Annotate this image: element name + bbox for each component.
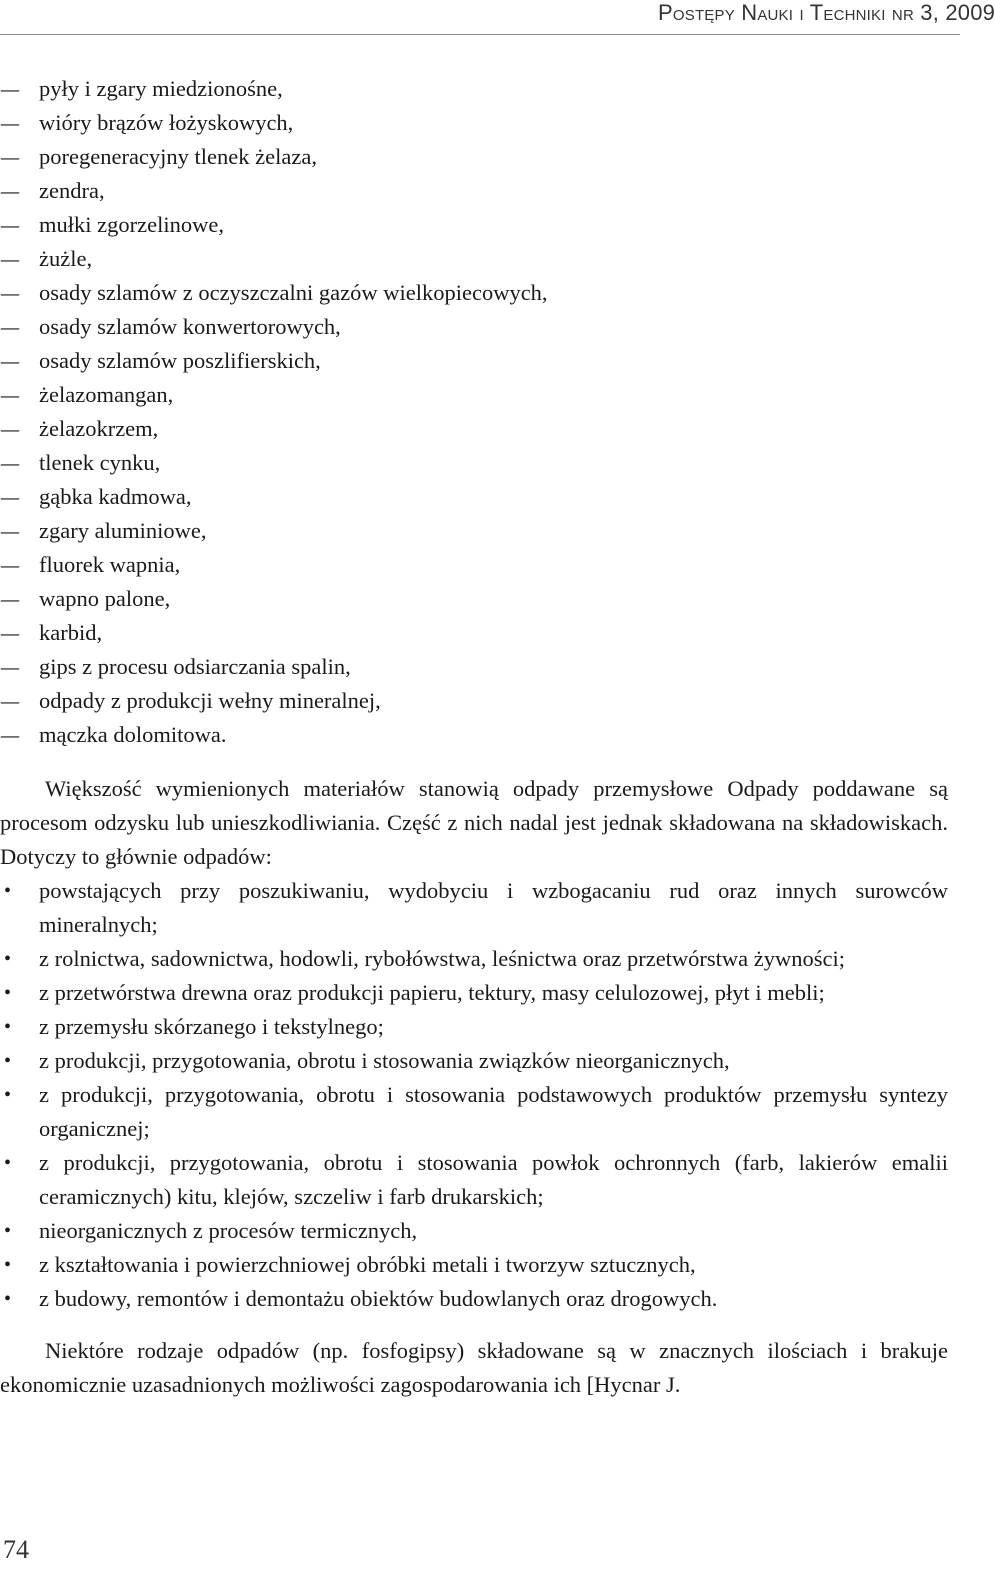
list-item: – gips z procesu odsiarczania spalin, <box>0 650 948 684</box>
body-paragraph: Większość wymienionych materiałów stanowią odpady przemysłowe Odpady poddawane są procesom odzysku lub unieszkodliwiania. Część z nich nadal jest jednak składowana na składowiskach. Dotyczy to głównie odpadów: <box>0 776 948 869</box>
list-item: • z produkcji, przygotowania, obrotu i stosowania podstawowych produktów przemysłu syntezy organicznej; <box>0 1078 948 1146</box>
page-number: 74 <box>3 1535 29 1564</box>
list-item: • z rolnictwa, sadownictwa, hodowli, rybołówstwa, leśnictwa oraz przetwórstwa żywności; <box>0 942 948 976</box>
list-item: – wapno palone, <box>0 582 948 616</box>
list-item: – pyły i zgary miedzionośne, <box>0 72 948 106</box>
list-item: – karbid, <box>0 616 948 650</box>
list-item: – mączka dolomitowa. <box>0 718 948 752</box>
list-item: • z produkcji, przygotowania, obrotu i stosowania powłok ochronnych (farb, lakierów emalii ceramicznych) kitu, klejów, szczeliw i farb drukarskich; <box>0 1146 948 1214</box>
body-paragraph: Niektóre rodzaje odpadów (np. fosfogipsy) składowane są w znacznych ilościach i brakuje ekonomicznie uzasadnionych możliwości zagospodarowania ich [Hycnar J. <box>0 1338 948 1397</box>
list-item: – mułki zgorzelinowe, <box>0 208 948 242</box>
list-item: – zendra, <box>0 174 948 208</box>
list-item: – fluorek wapnia, <box>0 548 948 582</box>
list-item: – osady szlamów konwertorowych, <box>0 310 948 344</box>
page-header <box>0 0 995 35</box>
list-item: • z przemysłu skórzanego i tekstylnego; <box>0 1010 948 1044</box>
journal-title: Postępy Nauki i Techniki nr 3, 2009 <box>658 0 995 25</box>
list-item: – odpady z produkcji wełny mineralnej, <box>0 684 948 718</box>
list-item: • nieorganicznych z procesów termicznych, <box>0 1214 948 1248</box>
list-item: – osady szlamów z oczyszczalni gazów wielkopiecowych, <box>0 276 948 310</box>
waste-categories-list <box>0 874 948 1316</box>
page-content <box>0 72 948 1402</box>
list-item: • powstających przy poszukiwaniu, wydobyciu i wzbogacaniu rud oraz innych surowców mineralnych; <box>0 874 948 942</box>
list-item: – poregeneracyjny tlenek żelaza, <box>0 140 948 174</box>
list-item: – gąbka kadmowa, <box>0 480 948 514</box>
list-item: – tlenek cynku, <box>0 446 948 480</box>
list-item: • z kształtowania i powierzchniowej obróbki metali i tworzyw sztucznych, <box>0 1248 948 1282</box>
list-item: • z produkcji, przygotowania, obrotu i stosowania związków nieorganicznych, <box>0 1044 948 1078</box>
list-item: – żelazomangan, <box>0 378 948 412</box>
list-item: – zgary aluminiowe, <box>0 514 948 548</box>
list-item: – żelazokrzem, <box>0 412 948 446</box>
list-item: – osady szlamów poszlifierskich, <box>0 344 948 378</box>
list-item: • z przetwórstwa drewna oraz produkcji papieru, tektury, masy celulozowej, płyt i mebli; <box>0 976 948 1010</box>
list-item: – żużle, <box>0 242 948 276</box>
materials-list <box>0 72 948 752</box>
list-item: • z budowy, remontów i demontażu obiektów budowlanych oraz drogowych. <box>0 1282 948 1316</box>
list-item: – wióry brązów łożyskowych, <box>0 106 948 140</box>
